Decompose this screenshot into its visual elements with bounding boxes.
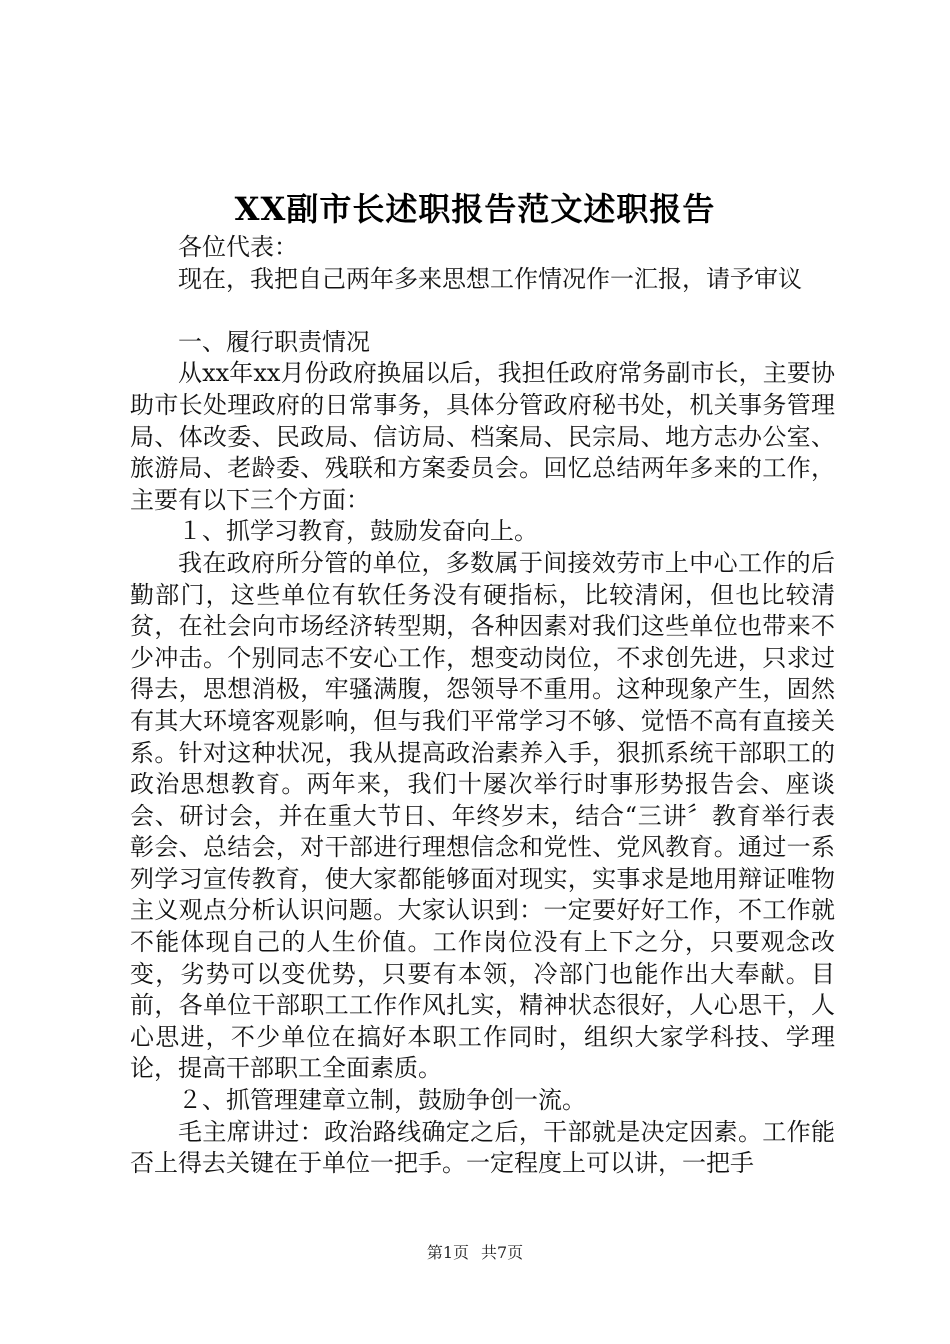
body-paragraph: 毛主席讲过：政治路线确定之后，干部就是决定因素。工作能否上得去关键在于单位一把手。一定程度上可以讲，一把手: [130, 1117, 835, 1178]
document-body: [130, 232, 835, 1180]
subsection-heading: ２、抓管理建章立制，鼓励争创一流。: [178, 1086, 586, 1115]
current-page-number: 第1页: [426, 1243, 469, 1262]
page-footer: [0, 1242, 950, 1264]
total-page-count: 共7页: [481, 1243, 524, 1262]
section-heading: 一、履行职责情况: [178, 327, 370, 356]
document-title: XX副市长述职报告范文述职报告: [234, 190, 716, 228]
body-paragraph: 我在政府所分管的单位，多数属于间接效劳市上中心工作的后勤部门，这些单位有软任务没有硬指标，比较清闲，但也比较清贫，在社会向市场经济转型期，各种因素对我们这些单位也带来不少冲击。个别同志不安心工作，想变动岗位，不求创先进，只求过得去，思想消极，牢骚满腹，怨领导不重用。这种现象产生，固然有其大环境客观影响，但与我们平常学习不够、觉悟不高有直接关系。针对这种状况，我从提高政治素养入手，狠抓系统干部职工的政治思想教育。两年来，我们十屡次举行时事形势报告会、座谈会、研讨会，并在重大节日、年终岁末，结合“三讲〞教育举行表彰会、总结会，对干部进行理想信念和党性、党风教育。通过一系列学习宣传教育，使大家都能够面对现实，实事求是地用辩证唯物主义观点分析认识问题。大家认识到：一定要好好工作，不工作就不能体现自己的人生价值。工作岗位没有上下之分，只要观念改变，劣势可以变优势，只要有本领，冷部门也能作出大奉献。目前，各单位干部职工工作作风扎实，精神状态很好，人心思干，人心思进，不少单位在搞好本职工作同时，组织大家学科技、学理论，提高干部职工全面素质。: [130, 548, 835, 1083]
intro-paragraph: 现在，我把自己两年多来思想工作情况作一汇报，请予审议: [178, 264, 802, 293]
body-paragraph: 从xx年xx月份政府换届以后，我担任政府常务副市长，主要协助市长处理政府的日常事务，具体分管政府秘书处，机关事务管理局、体改委、民政局、信访局、档案局、民宗局、地方志办公室、旅游局、老龄委、残联和方案委员会。回忆总结两年多来的工作，主要有以下三个方面：: [130, 359, 835, 514]
salutation-paragraph: 各位代表：: [178, 233, 298, 261]
subsection-heading: １、抓学习教育，鼓励发奋向上。: [178, 517, 538, 546]
